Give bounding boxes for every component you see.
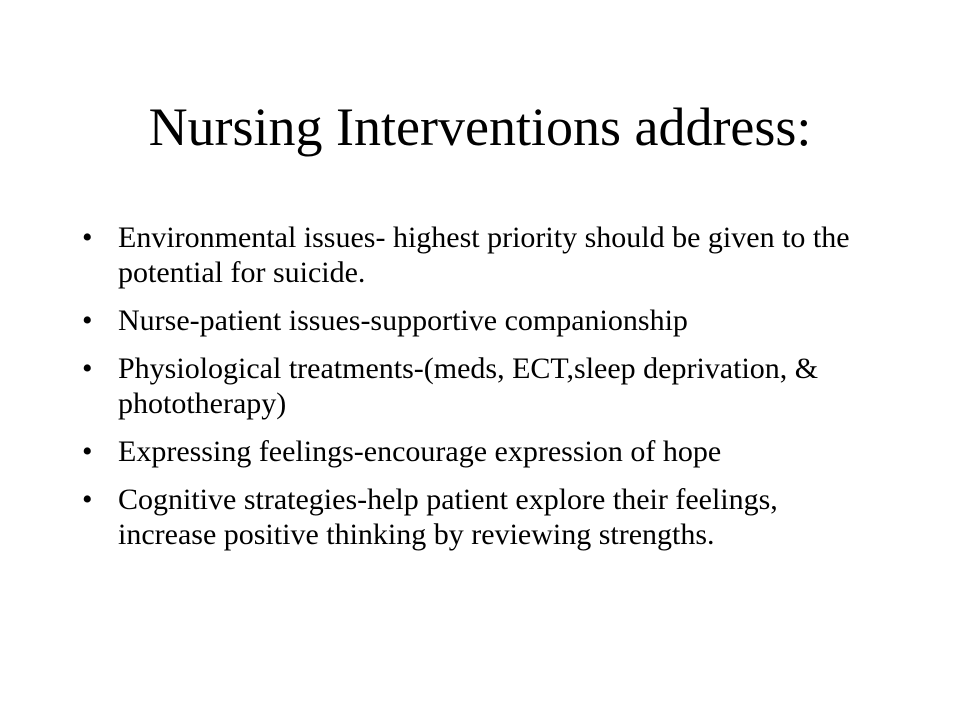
bullet-marker: • (82, 221, 93, 254)
bullet-item-cognitive (82, 482, 882, 552)
bullet-marker: • (82, 304, 93, 337)
bullet-marker: • (82, 352, 93, 385)
bullet-item-environmental (82, 220, 882, 290)
slide-title: Nursing Interventions address: (148, 97, 812, 157)
bullet-text: Nurse-patient issues-supportive companionship (118, 304, 688, 337)
bullet-text: Environmental issues- highest priority should be given to the potential for suicide. (118, 221, 850, 289)
bullet-text: Physiological treatments-(meds, ECT,sleep deprivation, & phototherapy) (118, 352, 819, 420)
bullet-item-expressing-feelings (82, 434, 882, 469)
bullet-item-physiological (82, 351, 882, 421)
bullet-list (82, 220, 882, 565)
bullet-text: Expressing feelings-encourage expression of hope (118, 435, 722, 468)
bullet-marker: • (82, 483, 93, 516)
bullet-marker: • (82, 435, 93, 468)
bullet-item-nurse-patient (82, 303, 882, 338)
bullet-text: Cognitive strategies-help patient explore their feelings, increase positive thinking by reviewing strengths. (118, 483, 778, 551)
